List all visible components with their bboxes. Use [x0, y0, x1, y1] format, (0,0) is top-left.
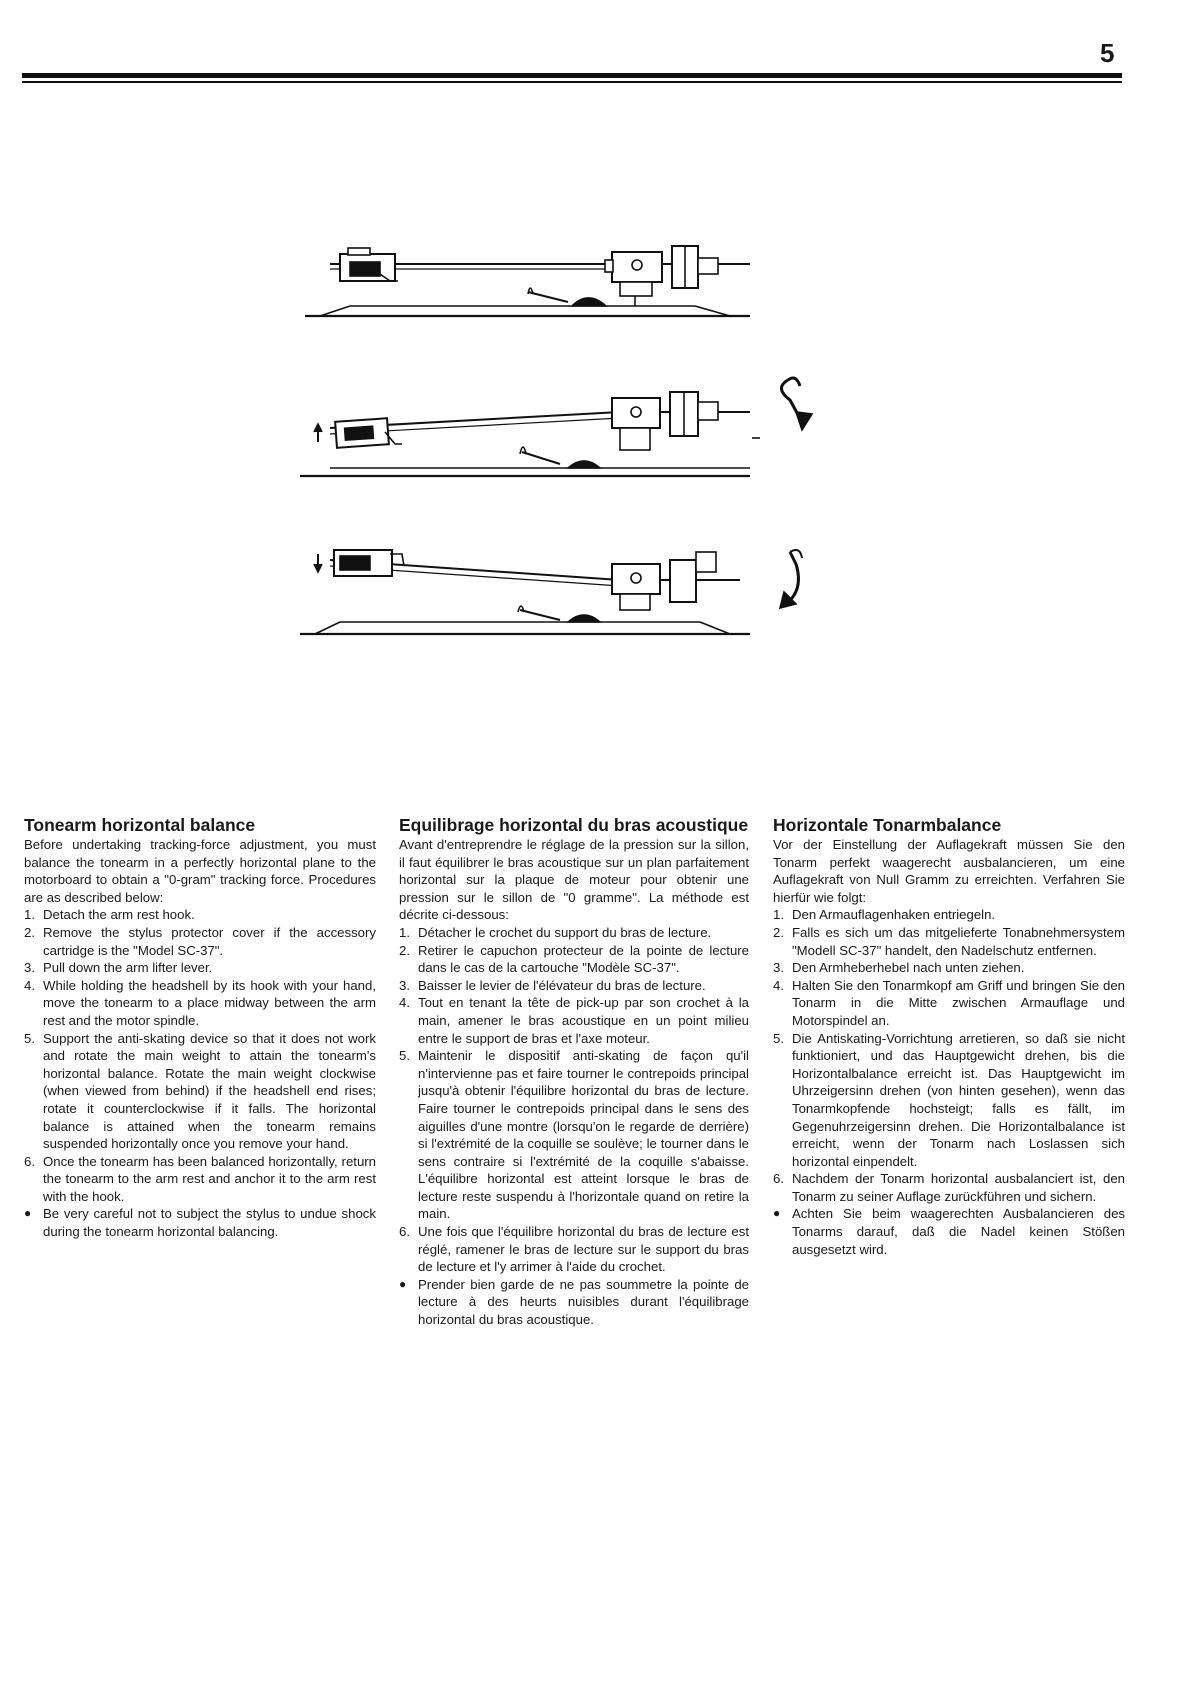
section-title: Equilibrage horizontal du bras acoustique — [399, 815, 749, 835]
list-marker: 4. — [773, 977, 784, 993]
list-item: 4. Halten Sie den Tonarmkopf am Griff und bringen Sie den Tonarm in die Mitte zwischen Armauflage und Motorspindel an. — [773, 977, 1125, 1028]
diagram-rotate-counterclockwise — [300, 550, 802, 634]
list-marker: 2. — [24, 924, 35, 940]
list-item: 6. Une fois que l'équilibre horizontal du bras de lecture est réglé, ramener le bras de lecture sur le support du bras de lecture et l'y arrimer à l'aide du crochet. — [399, 1224, 749, 1275]
list-marker: 3. — [24, 960, 35, 976]
list-marker: 4. — [24, 977, 35, 993]
bullet-marker: ● — [399, 1276, 407, 1291]
list-marker: 2. — [773, 924, 784, 940]
list-marker: 3. — [399, 977, 410, 993]
bullet-marker: ● — [773, 1206, 781, 1221]
section-intro: Avant d'entreprendre le réglage de la pression sur la sillon, il faut équilibrer le bras acoustique sur un plan parfaitement horizontal sur la plaque de moteur pour obtenir une pression sur le sillon de "0 gramme". La méthode est décrite ci-dessous: — [399, 837, 749, 923]
procedure-list — [24, 906, 376, 1240]
list-marker: 6. — [399, 1224, 410, 1240]
list-item: 1. Den Armauflagenhaken entriegeln. — [773, 907, 996, 923]
list-item: 4. While holding the headshell by its hook with your hand, move the tonearm to a place midway between the arm rest and the motor spindle. — [24, 977, 376, 1028]
list-item: 2. Retirer le capuchon protecteur de la pointe de lecture dans le cas de la cartouche "Modèle SC-37". — [399, 942, 749, 976]
list-item: 2. Remove the stylus protector cover if the accessory cartridge is the "Model SC-37". — [24, 924, 376, 958]
list-item: 6. Nachdem der Tonarm horizontal ausbalanciert ist, den Tonarm zu seiner Auflage zurückführen und sichern. — [773, 1171, 1125, 1204]
list-item: 1. Détacher le crochet du support du bras de lecture. — [399, 924, 712, 940]
list-marker: 1. — [399, 924, 410, 940]
diagram-rotate-clockwise — [300, 378, 812, 476]
list-item: 3. Baisser le levier de l'élévateur du bras de lecture. — [399, 977, 706, 993]
procedure-list — [399, 924, 749, 1329]
procedure-list — [773, 906, 1125, 1258]
list-item: 5. Maintenir le dispositif anti-skating de façon qu'il n'intervienne pas et faire tourner le contrepoids principal jusqu'à obtenir l'équilibre horizontal du bras de lecture. Faire tourner le contrepoids principal dans le sens des aiguilles d'une montre (lorsqu'on le regarde de derrière) si l'extrémité de la coquille se soulève; le tourner dans le sens contraire si l'extrémité de la coquille s'abaisse. L'équilibre horizontal est atteint lorsque le bras de lecture reste suspendu à l'horizontale quand on retire la main. — [399, 1048, 749, 1222]
list-item: 4. Tout en tenant la tête de pick-up par son crochet à la main, amener le bras acoustique en un point milieu entre le support de bras et l'axe moteur. — [399, 995, 749, 1046]
list-marker: 5. — [399, 1048, 410, 1064]
section-intro: Vor der Einstellung der Auflagekraft müssen Sie den Tonarm perfekt waagerecht ausbalancieren, um eine Auflagekraft von Null Gramm zu erreichten. Verfahren Sie hierfür wie folgt: — [773, 837, 1125, 905]
list-marker: 1. — [773, 907, 784, 923]
header-rule-thin — [22, 81, 1122, 83]
section-title: Horizontale Tonarmbalance — [773, 815, 1002, 835]
list-marker: 5. — [773, 1030, 784, 1046]
tonearm-balance-figure — [290, 232, 910, 672]
list-marker: 3. — [773, 960, 784, 976]
section-title: Tonearm horizontal balance — [24, 815, 256, 835]
bullet-marker: ● — [24, 1206, 32, 1221]
list-item: 3. Den Armheberhebel nach unten ziehen. — [773, 960, 1025, 976]
list-item: 5. Support the anti-skating device so that it does not work and rotate the main weight to attain the tonearm's horizontal balance. Rotate the main weight clockwise (when viewed from behind) if the headshell end rises; rotate it counterclockwise if it falls. The horizontal balance is attained when the tonearm remains suspended horizontally once you remove your hand. — [24, 1030, 376, 1152]
column-english — [24, 815, 376, 1241]
list-item: ● Prender bien garde de ne pas soummetre la pointe de lecture à des heurts nuisibles durant l'équilibrage horizontal du bras acoustique. — [399, 1276, 749, 1328]
list-marker: 1. — [24, 907, 35, 923]
diagram-level — [305, 246, 750, 316]
list-item: 3. Pull down the arm lifter lever. — [24, 960, 213, 976]
list-item: ● Achten Sie beim waagerechten Ausbalancieren des Tonarms darauf, daß die Nadel keinen Stößen ausgesetzt wird. — [773, 1206, 1125, 1257]
column-french — [399, 815, 749, 1329]
list-item: ● Be very careful not to subject the stylus to undue shock during the tonearm horizontal balancing. — [24, 1206, 376, 1240]
list-item: 2. Falls es sich um das mitgelieferte Tonabnehmersystem "Modell SC-37" handelt, den Nadelschutz entfernen. — [773, 924, 1125, 958]
list-marker: 6. — [773, 1171, 784, 1187]
list-item: 1. Detach the arm rest hook. — [24, 907, 195, 923]
page-number: 5 — [1100, 38, 1115, 68]
list-marker: 4. — [399, 995, 410, 1011]
column-german — [773, 815, 1125, 1258]
header-rule-thick — [22, 73, 1122, 78]
list-marker: 6. — [24, 1153, 35, 1169]
list-item: 5. Die Antiskating-Vorrichtung arretieren, so daß sie nicht funktioniert, und das Hauptgewicht drehen, bis die Horizontalbalance erreicht ist. Das Hauptgewicht im Uhrzeigersinn drehen (von hinten gesehen), wenn das Tonarmkopfende hochsteigt; falls es fällt, im Gegenuhrzeigersinn drehen. Die Horizontalbalance ist erreicht, wenn der Tonarm nach Loslassen sich horizontal einpendelt. — [773, 1030, 1125, 1169]
section-intro: Before undertaking tracking-force adjustment, you must balance the tonearm in a perfectly horizontal plane to the motorboard to obtain a "0-gram" tracking force. Procedures are as described below: — [24, 837, 376, 905]
list-item: 6. Once the tonearm has been balanced horizontally, return the tonearm to the arm rest and anchor it to the arm rest with the hook. — [24, 1153, 376, 1204]
list-marker: 2. — [399, 942, 410, 958]
list-marker: 5. — [24, 1030, 35, 1046]
